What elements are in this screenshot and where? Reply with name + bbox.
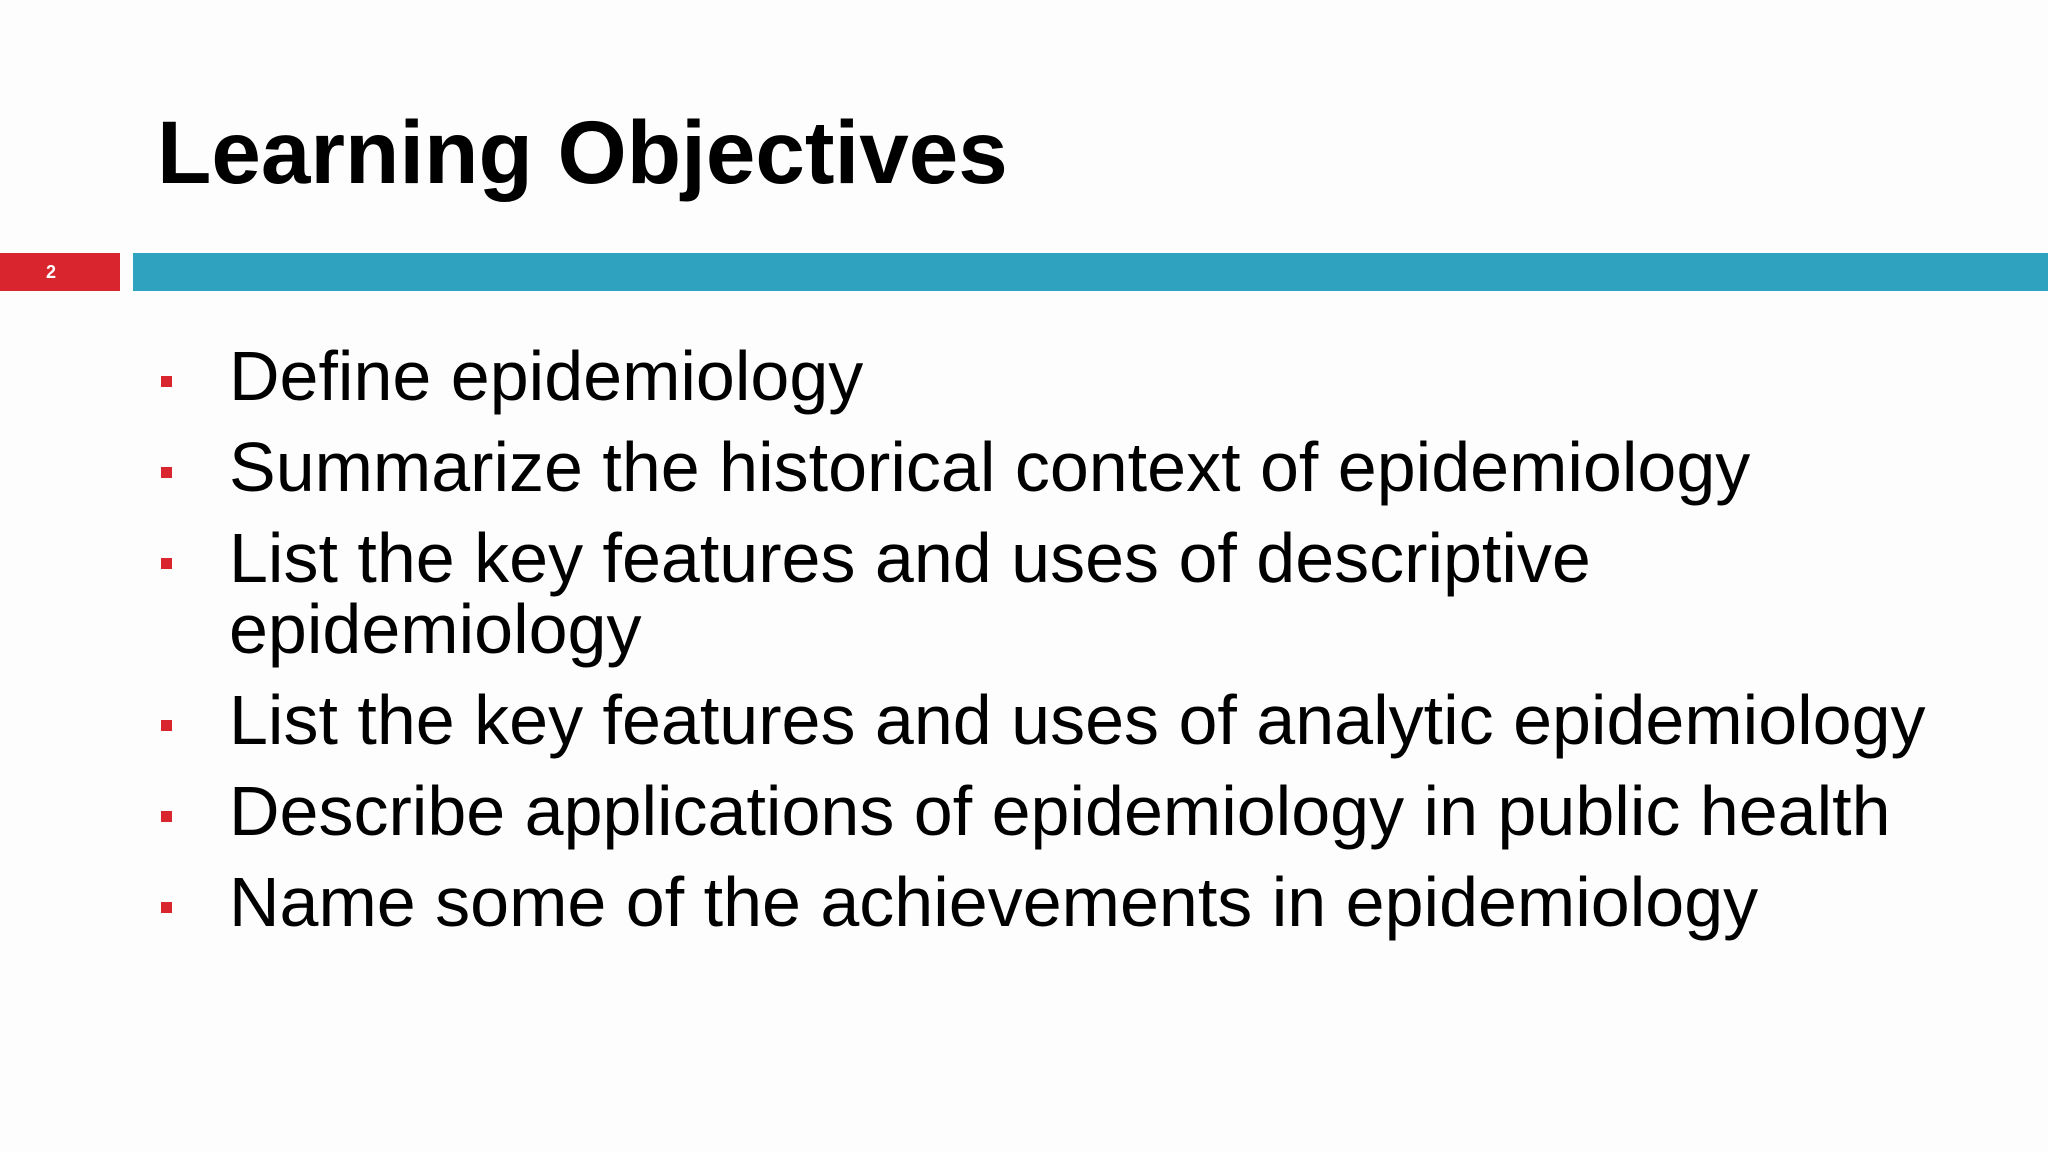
objective-item <box>158 428 1938 506</box>
page-number: 2 <box>46 262 57 282</box>
objective-text: Name some of the achievements in epidemiology <box>229 863 1759 941</box>
objective-text: List the key features and uses of descriptive epidemiology <box>229 519 1591 668</box>
square-bullet-icon <box>161 376 172 387</box>
objective-text: Describe applications of epidemiology in public health <box>229 772 1891 850</box>
objective-item <box>158 681 1938 759</box>
square-bullet-icon <box>161 811 172 822</box>
square-bullet-icon <box>161 467 172 478</box>
objective-text: Summarize the historical context of epidemiology <box>229 428 1751 506</box>
title-divider-bar <box>133 253 2048 291</box>
square-bullet-icon <box>161 558 172 569</box>
square-bullet-icon <box>161 902 172 913</box>
objective-text: List the key features and uses of analytic epidemiology <box>229 681 1926 759</box>
page-number-bar <box>0 253 120 291</box>
slide-title: Learning Objectives <box>157 102 1008 202</box>
objective-item <box>158 337 1938 415</box>
objective-item <box>158 772 1938 850</box>
objectives-list <box>158 337 1938 958</box>
square-bullet-icon <box>161 720 172 731</box>
objective-item <box>158 863 1938 941</box>
objective-item <box>158 519 1938 668</box>
objective-text: Define epidemiology <box>229 337 864 415</box>
